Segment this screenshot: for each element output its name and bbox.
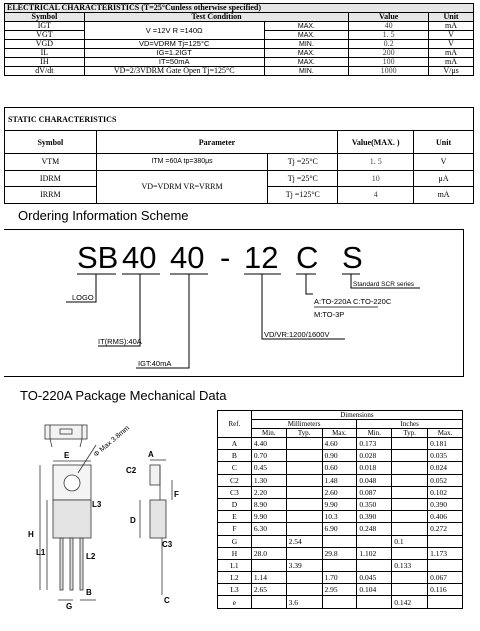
dimension-cell: 0.272 [428,523,463,535]
value-cell: 100 [349,58,429,67]
top-view-outline [45,425,87,439]
electrical-title: ELECTRICAL CHARACTERISTICS (T=25°Cunless otherwise specified) [5,4,474,13]
sub-header: Max. [428,429,463,438]
dimension-cell: 2.65 [251,584,286,596]
dim-max: Φ Max 3.8mm [92,424,132,459]
symbol-cell: IDRM [5,170,97,187]
dimension-cell [286,486,322,498]
condition-cell: VD=2/3VDRM Gate Open Tj=125°C [84,67,264,76]
ref-cell: H [218,547,252,559]
elec-row-dvdt [5,67,474,76]
symbol-cell: VGD [5,40,85,49]
value-cell: 10 [338,170,414,187]
limit-cell: MIN. [264,40,349,49]
dimension-cell: 6.30 [251,523,286,535]
dimension-cell [286,450,322,462]
table-row [218,498,463,510]
dimension-cell: 9.90 [322,498,357,510]
ref-cell: L2 [218,572,252,584]
ref-header: Ref. [218,411,252,438]
dimension-cell: 2.95 [322,584,357,596]
dim-b: B [86,588,92,597]
dimension-cell [357,559,392,571]
dimension-cell: 0.045 [357,572,392,584]
elec-header-unit: Unit [429,13,474,22]
dimension-cell: 0.104 [357,584,392,596]
dim-c2: C2 [126,466,137,475]
condition-cell: V =12V R =140Ω [84,22,264,40]
condition-cell: IG=1.2IGT [84,49,264,58]
sub-header: Min. [357,429,392,438]
elec-row-il [5,49,474,58]
dimension-cell [392,474,428,486]
dimension-cell [286,523,322,535]
dimension-cell [392,438,428,450]
part-sb: SB [77,240,119,275]
dim-h: H [28,530,34,539]
table-row [218,486,463,498]
static-row-vtm [5,154,474,171]
dimension-cell [428,596,463,608]
dimension-cell: 0.1 [392,535,428,547]
dimension-cell [392,584,428,596]
static-characteristics-table [4,107,474,204]
electrical-characteristics-table [4,3,474,76]
dimension-cell: 0.70 [251,450,286,462]
ref-cell: L3 [218,584,252,596]
unit-cell: μA [414,170,474,187]
dimension-cell: 0.102 [428,486,463,498]
label-vd: VD/VR:1200/1600V [264,330,330,339]
dimension-cell: 0.248 [357,523,392,535]
limit-cell: MAX. [264,22,349,31]
dimension-cell: 0.390 [357,511,392,523]
dim-l1: L1 [36,548,46,557]
dimension-cell: 0.035 [428,450,463,462]
elec-header-symbol: Symbol [5,13,85,22]
table-row [218,535,463,547]
dimension-cell: 10.3 [322,511,357,523]
dimension-cell [392,486,428,498]
sub-header: Min. [251,429,286,438]
dimension-cell [286,584,322,596]
ref-cell: C [218,462,252,474]
dimension-cell: 0.133 [392,559,428,571]
dimension-cell: 0.028 [357,450,392,462]
table-row [218,511,463,523]
dim-l2: L2 [86,552,96,561]
temp-cell: Tj =25°C [268,170,338,187]
dimension-cell: 0.181 [428,438,463,450]
dimension-cell: 28.0 [251,547,286,559]
dimension-cell: 6.90 [322,523,357,535]
dimensions-table [217,410,463,609]
ref-cell: B [218,450,252,462]
table-row [218,523,463,535]
dimension-cell: 0.45 [251,462,286,474]
table-row [218,450,463,462]
ref-cell: C3 [218,486,252,498]
dimension-cell [322,559,357,571]
dimension-cell: 0.067 [428,572,463,584]
dimension-cell: 1.102 [357,547,392,559]
dimension-cell: 1.30 [251,474,286,486]
label-it: IT(RMS):40A [98,337,142,346]
table-row [218,462,463,474]
elec-row-igt [5,22,474,31]
part-it: 40 [122,240,157,275]
sub-header: Typ. [392,429,428,438]
label-logo: LOGO [72,293,94,302]
dimension-cell [428,535,463,547]
dimension-cell: 2.20 [251,486,286,498]
dimension-cell: 0.087 [357,486,392,498]
dimension-cell: 0.60 [322,462,357,474]
part-series: S [342,240,363,275]
dimension-cell [251,596,286,608]
limit-cell: MAX. [264,31,349,40]
value-cell: 1. 5 [349,31,429,40]
dimension-cell [357,596,392,608]
part-volt: 12 [244,240,279,275]
dimension-cell [392,498,428,510]
dimension-cell: 0.390 [428,498,463,510]
part-igt: 40 [170,240,205,275]
dimension-cell [428,559,463,571]
dimension-cell: 0.350 [357,498,392,510]
limit-cell: MIN. [264,67,349,76]
dimension-cell [286,474,322,486]
ordering-diagram [0,228,480,378]
mechanical-heading: TO-220A Package Mechanical Data [20,388,227,403]
unit-cell: V/μs [429,67,474,76]
dim-l3: L3 [92,500,102,509]
dimension-cell: 1.14 [251,572,286,584]
dimension-cell [286,547,322,559]
dimension-cell: 2.60 [322,486,357,498]
dimension-cell [392,547,428,559]
dimension-cell: 0.052 [428,474,463,486]
dimension-cell: 3.39 [286,559,322,571]
table-row [218,572,463,584]
ref-cell: F [218,523,252,535]
dimension-cell: 0.048 [357,474,392,486]
unit-cell: mA [429,58,474,67]
dimension-cell [322,596,357,608]
dimension-cell: 0.142 [392,596,428,608]
mm-header: Millimeters [251,420,357,429]
unit-cell: mA [414,187,474,204]
parameter-cell: VD=VDRM VR=VRRM [96,170,268,203]
value-cell: 0.2 [349,40,429,49]
dimension-cell [286,498,322,510]
condition-cell: VD=VDRM Tj=125°C [84,40,264,49]
dimension-cell: 1.173 [428,547,463,559]
dimension-cell [251,559,286,571]
dimension-cell [392,511,428,523]
dimension-cell: 2.54 [286,535,322,547]
ref-cell: C2 [218,474,252,486]
parameter-cell: ITM =60A tp=380μs [96,154,268,171]
value-cell: 40 [349,22,429,31]
dimension-cell [392,572,428,584]
dimension-cell: 29.8 [322,547,357,559]
symbol-cell: IGT [5,22,85,31]
static-title: STATIC CHARACTERISTICS [5,108,474,131]
dimension-cell: 3.6 [286,596,322,608]
dimensions-body [218,438,463,609]
dimension-cell [286,511,322,523]
dim-c: C [164,596,170,605]
dimension-cell [357,535,392,547]
static-header-unit: Unit [414,131,474,154]
package-drawing [0,405,215,631]
in-header: Inches [357,420,463,429]
dimension-cell [322,535,357,547]
dimension-cell [392,523,428,535]
dimension-cell: 9.90 [251,511,286,523]
dimension-cell [251,535,286,547]
dimension-cell: 4.60 [322,438,357,450]
elec-header-condition: Test Condition [84,13,349,22]
ref-cell: L1 [218,559,252,571]
dimension-cell: 0.90 [322,450,357,462]
ref-cell: D [218,498,252,510]
condition-cell: IT=50mA [84,58,264,67]
sub-header: Max. [322,429,357,438]
ref-cell: E [218,511,252,523]
table-row [218,596,463,608]
static-header-symbol: Symbol [5,131,97,154]
part-dash: - [220,240,231,275]
mounting-hole [64,475,80,491]
temp-cell: Tj =125°C [268,187,338,204]
static-row-idrm [5,170,474,187]
value-cell: 4 [338,187,414,204]
table-row [218,474,463,486]
sub-header: Typ. [286,429,322,438]
dimension-cell: 0.024 [428,462,463,474]
table-row [218,547,463,559]
dimension-cell: 4.40 [251,438,286,450]
label-pkg-a: A:TO-220A C:TO-220C [314,297,392,306]
label-series: Standard SCR series [353,281,415,288]
ref-cell: A [218,438,252,450]
dim-e: E [64,451,70,460]
label-igt: IGT:40mA [138,359,172,368]
ordering-heading: Ordering Information Scheme [18,208,189,223]
dimension-cell: 0.173 [357,438,392,450]
dimension-cell [392,462,428,474]
dimension-cell [392,450,428,462]
symbol-cell: VTM [5,154,97,171]
symbol-cell: dV/dt [5,67,85,76]
table-row [218,559,463,571]
part-pkg: C [296,240,319,275]
value-cell: 1. 5 [338,154,414,171]
dimension-cell: 1.48 [322,474,357,486]
limit-cell: MAX. [264,58,349,67]
symbol-cell: IH [5,58,85,67]
dim-c3: C3 [162,540,173,549]
dimension-cell: 1.70 [322,572,357,584]
symbol-cell: IRRM [5,187,97,204]
symbol-cell: VGT [5,31,85,40]
unit-cell: V [429,31,474,40]
dim-f: F [174,490,179,499]
unit-cell: V [414,154,474,171]
value-cell: 200 [349,49,429,58]
dimension-cell: 0.018 [357,462,392,474]
unit-cell: mA [429,49,474,58]
value-cell: 1000 [349,67,429,76]
limit-cell: MAX. [264,49,349,58]
static-header-value: Value(MAX. ) [338,131,414,154]
label-pkg-m: M:TO-3P [314,310,345,319]
dimension-cell [286,462,322,474]
dim-a: A [148,450,154,459]
table-row [218,438,463,450]
static-header-parameter: Parameter [96,131,338,154]
dimension-cell: 0.406 [428,511,463,523]
dimensions-header: Dimensions [251,411,462,420]
temp-cell: Tj =25°C [268,154,338,171]
unit-cell: mA [429,22,474,31]
dimension-cell: 0.116 [428,584,463,596]
ref-cell: G [218,535,252,547]
unit-cell: V [429,40,474,49]
ref-cell: e [218,596,252,608]
dimension-cell [286,572,322,584]
elec-header-value: Value [349,13,429,22]
table-row [218,584,463,596]
symbol-cell: IL [5,49,85,58]
dimension-cell: 8.90 [251,498,286,510]
elec-row-ih [5,58,474,67]
elec-row-vgd [5,40,474,49]
dim-g: G [66,602,73,611]
dimension-cell [286,438,322,450]
dim-d: D [130,516,136,525]
